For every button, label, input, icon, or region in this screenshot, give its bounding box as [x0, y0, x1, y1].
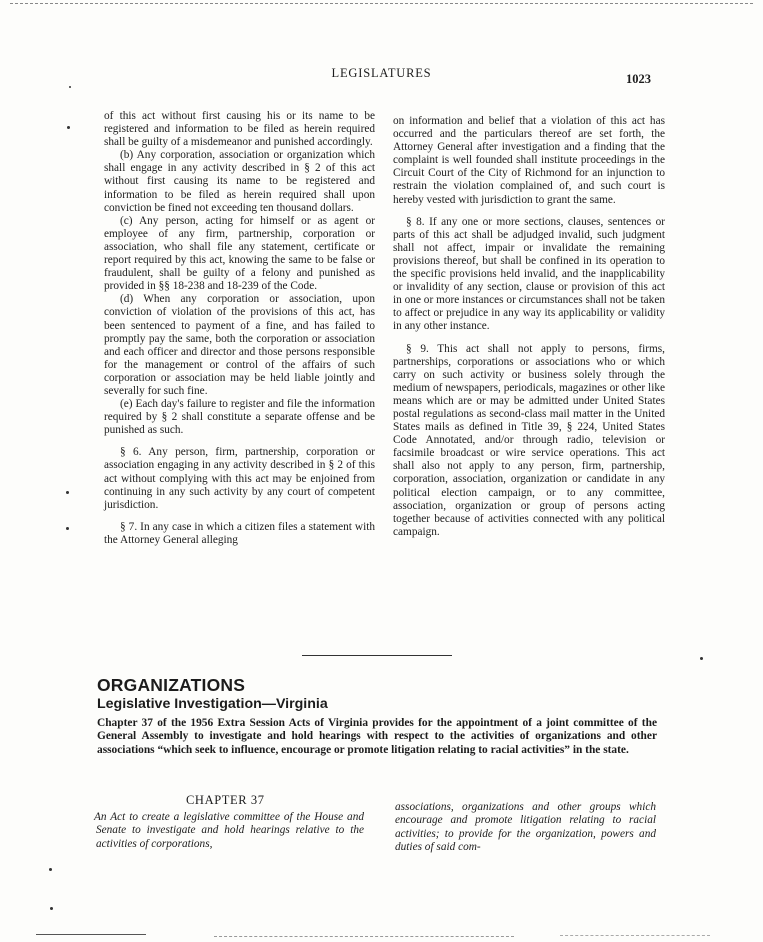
right-column — [393, 115, 665, 539]
section-divider — [302, 655, 452, 656]
scan-speck — [50, 907, 53, 910]
paragraph: (c) Any person, acting for himself or as agent or employee of any firm, partnership, corporation or association, who shall file any statement, certificate or report required by this act, knowing the same to be false or fraudulent, shall be guilty of a felony and punished as provided in §§ 18-238 and 18-239 of the Code. — [104, 214, 375, 293]
scan-speck — [69, 86, 71, 88]
top-dashed-border — [10, 3, 753, 4]
paragraph: (e) Each day's failure to register and file the information required by § 2 shall constitute a separate offense and be punished as such. — [104, 398, 375, 437]
bottom-scan-line — [560, 935, 710, 936]
section-subtitle: Legislative Investigation—Virginia — [97, 696, 328, 712]
paragraph: (d) When any corporation or association, upon conviction of violation of the provisions of this act, has been sentenced to payment of a fine, and has failed to promptly pay the same, both the corporation or association and each officer and director and those persons responsible for the management or control of the affairs of such corporation or association may be held liable jointly and severally for such fine. — [104, 293, 375, 397]
scan-speck — [66, 527, 69, 530]
bottom-scan-line — [36, 934, 146, 935]
scan-speck — [49, 868, 52, 871]
section-title: ORGANIZATIONS — [97, 675, 246, 695]
paragraph: § 7. In any case in which a citizen files a statement with the Attorney General alleging — [104, 520, 375, 546]
scan-speck — [66, 491, 69, 494]
chapter-heading: CHAPTER 37 — [186, 793, 265, 807]
running-head: LEGISLATURES — [331, 66, 432, 80]
scan-speck — [67, 126, 70, 129]
paragraph: § 6. Any person, firm, partnership, corporation or association engaging in any activity described in § 2 of this act without complying with this act may be enjoined from continuing in any such activity by any court of competent jurisdiction. — [104, 446, 375, 511]
paragraph: of this act without first causing his or its name to be registered and information to be filed as herein required shall be guilty of a misdemeanor and punished accordingly. — [104, 110, 375, 149]
page-number: 1023 — [626, 72, 651, 86]
section-abstract: Chapter 37 of the 1956 Extra Session Acts of Virginia provides for the appointment of a joint committee of the General Assembly to investigate and hold hearings with respect to the activities of organizations and other associations “which seek to influence, encourage or promote litigation relating to racial activities” in the state. — [97, 717, 657, 756]
paragraph: on information and belief that a violation of this act has occurred and the particulars thereof are set forth, the Attorney General after investigation and a finding that the complaint is well founded shall institute proceedings in the Circuit Court of the City of Richmond for an injunction to restrain the violation complained of, and such court is hereby vested with jurisdiction to grant the same. — [393, 115, 665, 206]
paragraph: § 9. This act shall not apply to persons, firms, partnerships, corporations or associations who or which carry on such activity or business solely through the medium of newspapers, periodicals, magazines or other like means which are or may be admitted under United States postal regulations as second-class mail matter in the United States mails as defined in Title 39, § 224, United States Code Annotated, and/or through radio, television or facsimile broadcast or wire service operations. This act shall also not apply to any person, firm, partnership, corporation, association, organization or candidate in any political election campaign, or to any committee, association, organization or group of persons acting together because of activities connected with any political campaign. — [393, 342, 665, 538]
paragraph: § 8. If any one or more sections, clauses, sentences or parts of this act shall be adjudged invalid, such judgment shall not affect, impair or invalidate the remaining provisions thereof, but shall be confined in its operation to the specific provisions held invalid, and the inapplicability or invalidity of any section, clause or provision of this act in one or more instances or circumstances shall not be taken to affect or prejudice in any way its applicability or validity in any other instance. — [393, 215, 665, 333]
left-column — [104, 110, 375, 547]
paragraph: (b) Any corporation, association or organization which shall engage in any activity described in § 2 of this act without first causing its name to be registered and information to be filed as herein required shall upon conviction be fined not exceeding ten thousand dollars. — [104, 149, 375, 214]
act-title-right: associations, organizations and other groups which encourage and promote litigation relating to racial activities; to provide for the organization, powers and duties of said com- — [395, 801, 656, 853]
scan-speck — [700, 657, 703, 660]
bottom-scan-line — [214, 936, 514, 937]
act-title-left: An Act to create a legislative committee of the House and Senate to investigate and hold hearings relative to the activities of corporations, — [94, 811, 364, 850]
